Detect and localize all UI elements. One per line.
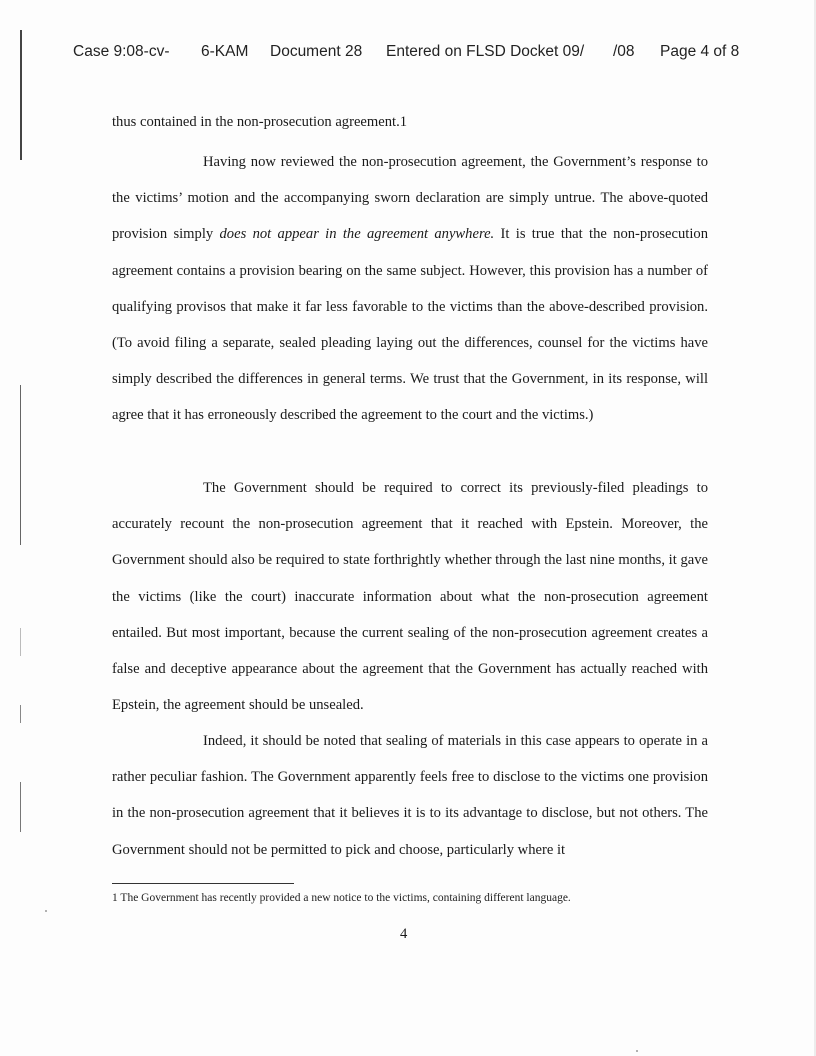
header-case-suffix: 6-KAM [201, 43, 249, 60]
paragraph-1 [112, 144, 708, 434]
header-case-number: Case 9:08-cv- [73, 43, 170, 60]
paragraph-1-before: Having now reviewed the non-prosecution agreement, the Government’s response to the victims’ motion and the accompanying sworn declaration are simply untrue. The above-quoted provision simply [112, 154, 708, 243]
footnote-number: 1 [112, 892, 118, 904]
header-date-suffix: /08 [613, 43, 635, 60]
paragraph-3 [112, 723, 708, 868]
scan-artifact-line [20, 628, 21, 656]
header-page-count: Page 4 of 8 [660, 43, 740, 60]
opening-line-text: thus contained in the non-prosecution agreement. [112, 114, 400, 130]
header-entered-on: Entered on FLSD Docket 09/ [386, 43, 585, 60]
footnote-divider [112, 883, 294, 884]
scan-artifact-line [20, 705, 21, 723]
opening-line [112, 114, 407, 131]
footnote-text: The Government has recently provided a new notice to the victims, containing different language. [120, 892, 571, 904]
header-document-number: Document 28 [270, 43, 363, 60]
paragraph-2-text: The Government should be required to correct its previously-filed pleadings to accurately recount the non-prosecution agreement that it reached with Epstein. Moreover, the Government should also be required to state forthrightly whether through the last nine months, it gave the victims (like the court) inaccurate information about what the non-prosecution agreement entailed. But most important, because the current sealing of the non-prosecution agreement creates a false and deceptive appearance about the agreement that the Government has actually reached with Epstein, the agreement should be unsealed. [112, 480, 708, 714]
docket-header [73, 43, 753, 65]
scan-artifact-line [20, 782, 21, 832]
footnote [112, 892, 571, 904]
paragraph-1-text [112, 144, 708, 434]
paragraph-1-emphasis: does not appear in the agreement anywhere. [219, 226, 495, 243]
scan-artifact-line [20, 385, 21, 545]
paragraph-3-text: Indeed, it should be noted that sealing of materials in this case appears to operate in a rather peculiar fashion. The Government apparently feels free to disclose to the victims one provision in the non-prosecution agreement that it believes it is to its advantage to disclose, but not others. The Government should not be permitted to pick and choose, particularly where it [112, 733, 708, 858]
paragraph-2 [112, 470, 708, 723]
scan-speck [636, 1050, 638, 1052]
footnote-reference: 1 [399, 114, 408, 130]
scan-speck [45, 910, 47, 912]
paragraph-1-after: It is true that the non-prosecution agreement contains a provision bearing on the same subject. However, this provision has a number of qualifying provisos that make it far less favorable to the victims than the above-described provision. (To avoid filing a separate, sealed pleading laying out the differences, counsel for the victims have simply described the differences in general terms. We trust that the Government, in its response, will agree that it has erroneously described the agreement to the court and the victims.) [112, 226, 708, 424]
scan-artifact-line [20, 30, 22, 160]
page-number: 4 [400, 926, 408, 942]
